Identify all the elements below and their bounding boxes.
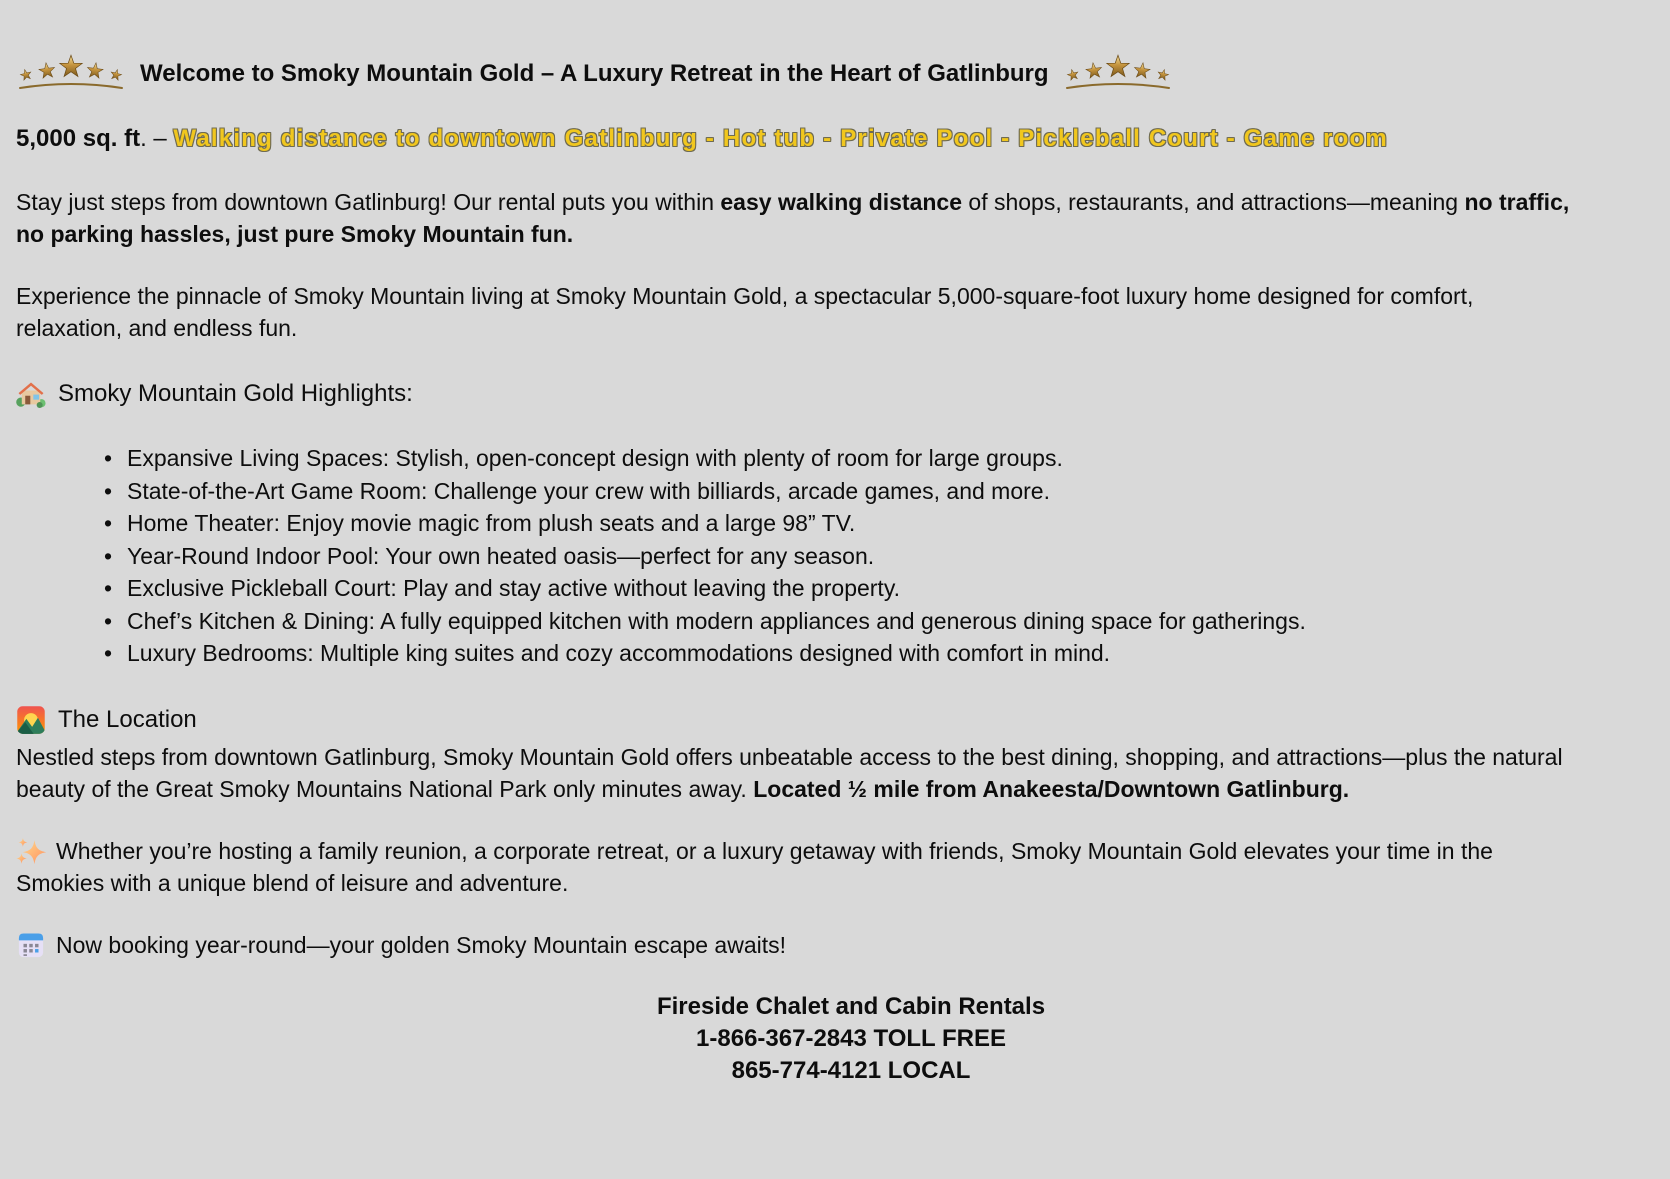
text-segment: Walking distance to downtown Gatlinburg - Hot tub - Private Pool - Pickleball Court - Game room <box>173 125 1388 152</box>
text-segment: Stay just steps from downtown Gatlinburg! Our rental puts you within <box>16 189 721 215</box>
title-row <box>16 54 1654 94</box>
text-segment: easy walking distance <box>720 189 963 215</box>
page-title: Welcome to Smoky Mountain Gold – A Luxury Retreat in the Heart of Gatlinburg <box>140 60 1049 87</box>
overview-paragraph: Experience the pinnacle of Smoky Mountain living at Smoky Mountain Gold, a spectacular 5,000-square-foot luxury home designed for comfort, relaxation, and endless fun. <box>16 283 1474 341</box>
booking-text: Now booking year-round—your golden Smoky Mountain escape awaits! <box>56 931 787 958</box>
sunrise-over-mountains-icon <box>16 705 46 735</box>
highlight-item: • Home Theater: Enjoy movie magic from plush seats and a large 98” TV. <box>100 507 1550 540</box>
highlight-item: • Year-Round Indoor Pool: Your own heated oasis—perfect for any season. <box>100 540 1550 573</box>
local-number: 865-774-4121 LOCAL <box>731 1056 971 1084</box>
highlight-item: • Luxury Bedrooms: Multiple king suites and cozy accommodations designed with comfort in mind. <box>100 637 1550 670</box>
location-heading-label: The Location <box>58 705 197 733</box>
footer <box>16 991 1670 1087</box>
highlight-item: • Chef’s Kitchen & Dining: A fully equipped kitchen with modern appliances and generous dining space for gatherings. <box>100 605 1550 638</box>
highlight-item: • State-of-the-Art Game Room: Challenge your crew with billiards, arcade games, and more. <box>100 475 1550 508</box>
location-paragraph <box>16 741 1576 805</box>
pitch-paragraph <box>16 835 1576 899</box>
location-heading <box>16 702 1654 738</box>
five-stars-icon <box>16 54 126 94</box>
text-segment: . – <box>140 125 174 152</box>
subtitle <box>16 122 1654 156</box>
highlight-item: • Expansive Living Spaces: Stylish, open-concept design with plenty of room for large groups. <box>100 442 1550 475</box>
text-segment: 5,000 sq. ft <box>16 125 141 152</box>
calendar-icon <box>16 930 46 960</box>
text-segment: Located ½ mile from Anakeesta/Downtown Gatlinburg. <box>753 775 1350 802</box>
text-segment: Nestled steps from downtown Gatlinburg, Smoky Mountain Gold offers unbeatable access to the best dining, shopping, and attractions—plus the natural beauty of the Great Smoky Mountains National Park only minutes away. <box>16 743 1563 802</box>
intro-paragraph <box>16 186 1576 250</box>
highlight-item: • Exclusive Pickleball Court: Play and stay active without leaving the property. <box>100 572 1550 605</box>
text-segment: of shops, restaurants, and attractions—meaning <box>962 189 1465 215</box>
company-name: Fireside Chalet and Cabin Rentals <box>656 992 1046 1020</box>
toll-free-number: 1-866-367-2843 TOLL FREE <box>696 1024 1006 1052</box>
pitch-text: Whether you’re hosting a family reunion, a corporate retreat, or a luxury getaway with friends, Smoky Mountain Gold elevates your time in the Smokies with a unique blend of leisure and adventure. <box>16 837 1493 896</box>
highlights-list <box>100 442 1550 670</box>
house-with-garden-icon <box>16 379 46 409</box>
five-stars-icon <box>1063 54 1173 94</box>
sparkles-icon <box>16 836 46 866</box>
text-segment: no traffic, no parking hassles, just pure Smoky Mountain fun. <box>16 189 1570 247</box>
highlights-heading-label: Smoky Mountain Gold Highlights: <box>58 380 413 407</box>
highlights-heading <box>16 376 1654 412</box>
booking-line <box>16 929 1576 961</box>
